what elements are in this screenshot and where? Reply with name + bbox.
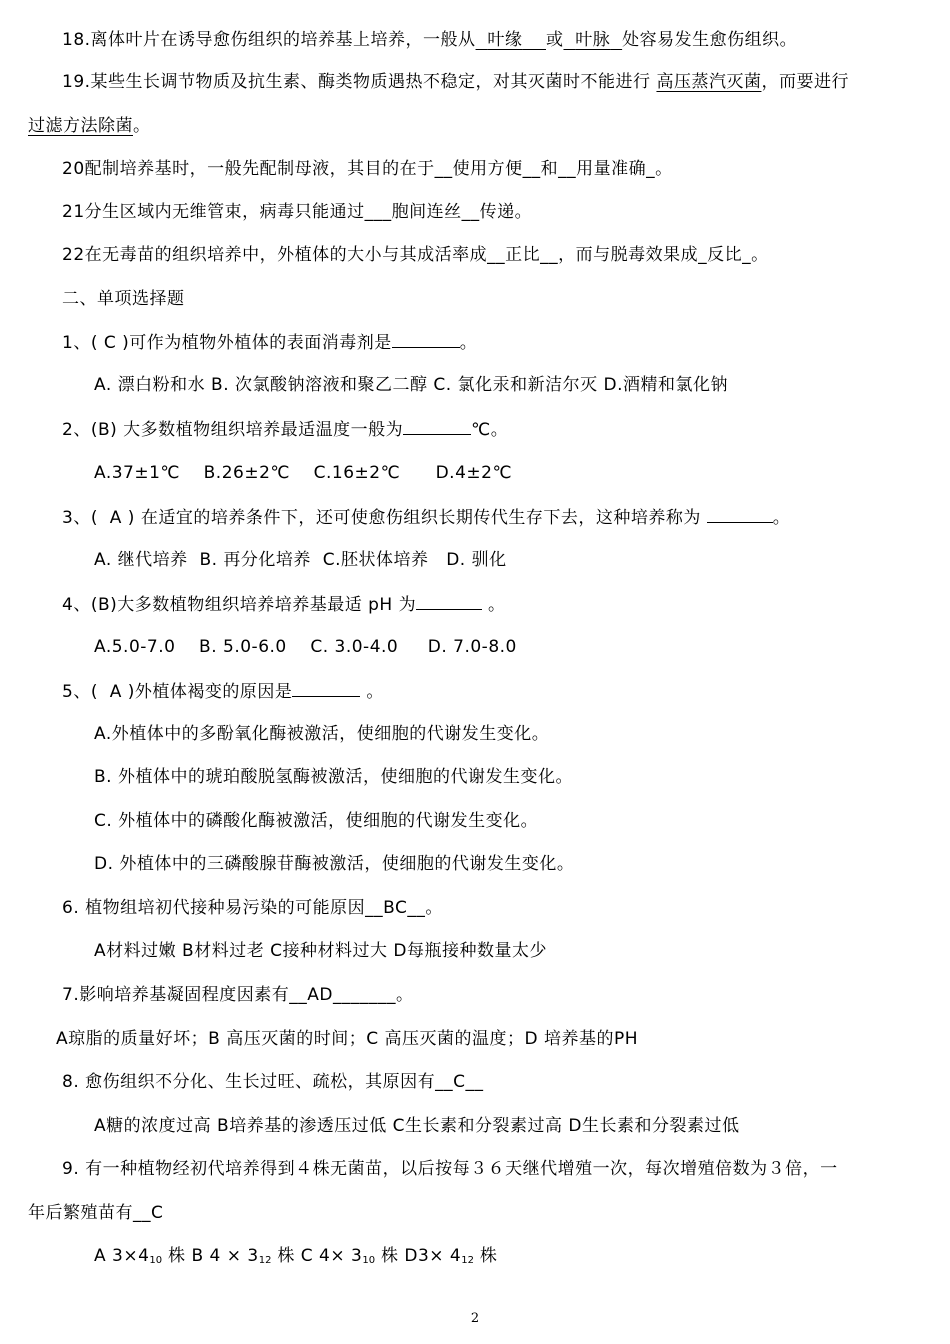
blank-line: [292, 679, 360, 697]
answer-19-b: 过滤方法除菌: [28, 116, 133, 136]
blank-line: [403, 417, 471, 435]
mc-option-5b: B. 外植体中的琥珀酸脱氢酶被激活，使细胞的代谢发生变化。: [94, 767, 573, 787]
question-19-cont: 过滤方法除菌。: [28, 116, 151, 136]
mc-options-7: A琼脂的质量好坏；B 高压灭菌的时间；C 高压灭菌的温度；D 培养基的PH: [56, 1029, 638, 1049]
mc-options-1: A. 漂白粉和水 B. 次氯酸钠溶液和聚乙二醇 C. 氯化汞和新洁尔灭 D.酒精和氯化钠: [94, 375, 728, 395]
mc-question-3: 3、( A ) 在适宜的培养条件下，还可使愈伤组织长期传代生存下去，这种培养称为 。: [62, 505, 790, 530]
mc-question-2: 2、(B) 大多数植物组织培养最适温度一般为 ℃。: [62, 417, 508, 442]
mc-question-9: 9. 有一种植物经初代培养得到４株无菌苗，以后按每３６天继代增殖一次，每次增殖倍数为３倍，一: [62, 1159, 838, 1179]
mc-options-4: A.5.0-7.0 B. 5.0-6.0 C. 3.0-4.0 D. 7.0-8.0: [94, 637, 517, 657]
blank-line: [392, 330, 460, 348]
mc-question-5: 5、( A )外植体褐变的原因是 。: [62, 679, 384, 704]
mc-question-6: 6. 植物组培初代接种易污染的可能原因__BC__。: [62, 898, 443, 918]
mc-question-4: 4、(B)大多数植物组织培养培养基最适 pH 为 。: [62, 592, 506, 617]
blank-line: [707, 505, 773, 523]
mc-question-9-cont: 年后繁殖苗有__C: [28, 1203, 164, 1223]
question-22: 22在无毒苗的组织培养中，外植体的大小与其成活率成__正比__，而与脱毒效果成_反比_。: [62, 245, 769, 265]
mc-options-2: A.37±1℃ B.26±2℃ C.16±2℃ D.4±2℃: [94, 463, 513, 483]
answer-18-a: 叶缘: [487, 30, 523, 50]
mc-options-6: A材料过嫩 B材料过老 C接种材料过大 D每瓶接种数量太少: [94, 941, 547, 961]
mc-option-5d: D. 外植体中的三磷酸腺苷酶被激活，使细胞的代谢发生变化。: [94, 854, 575, 874]
answer-18-b: 叶脉: [575, 30, 611, 50]
page-number: 2: [470, 1311, 480, 1326]
question-20: 20配制培养基时，一般先配制母液，其目的在于__使用方便__和__用量准确_。: [62, 159, 673, 179]
question-19: 19.某些生长调节物质及抗生素、酶类物质遇热不稳定，对其灭菌时不能进行 高压蒸汽灭菌，而要进行: [62, 72, 849, 92]
mc-option-5a: A.外植体中的多酚氧化酶被激活，使细胞的代谢发生变化。: [94, 724, 550, 744]
mc-options-9: A $3\times 4_{10}$ 株 B $4 \times 3_{12}$ 株 C $4\times 3_{10}$ 株 $D3\times 4_{12}$ 株: [94, 1246, 498, 1266]
question-18: 18.离体叶片在诱导愈伤组织的培养基上培养，一般从 叶缘 或 叶脉 处容易发生愈伤组织。: [62, 30, 798, 50]
question-21: 21分生区域内无维管束，病毒只能通过___胞间连丝__传递。: [62, 202, 533, 222]
mc-option-5c: C. 外植体中的磷酸化酶被激活，使细胞的代谢发生变化。: [94, 811, 539, 831]
mc-question-8: 8. 愈伤组织不分化、生长过旺、疏松，其原因有__C__: [62, 1072, 484, 1092]
mc-question-1: 1、( C )可作为植物外植体的表面消毒剂是 。: [62, 330, 477, 355]
section-title: 二、单项选择题: [62, 289, 185, 309]
answer-19-a: 高压蒸汽灭菌: [656, 72, 762, 92]
blank-line: [416, 592, 482, 610]
mc-options-3: A. 继代培养 B. 再分化培养 C.胚状体培养 D. 驯化: [94, 550, 507, 570]
mc-options-8: A糖的浓度过高 B培养基的渗透压过低 C生长素和分裂素过高 D生长素和分裂素过低: [94, 1116, 740, 1136]
mc-question-7: 7.影响培养基凝固程度因素有__AD_______。: [62, 985, 414, 1005]
